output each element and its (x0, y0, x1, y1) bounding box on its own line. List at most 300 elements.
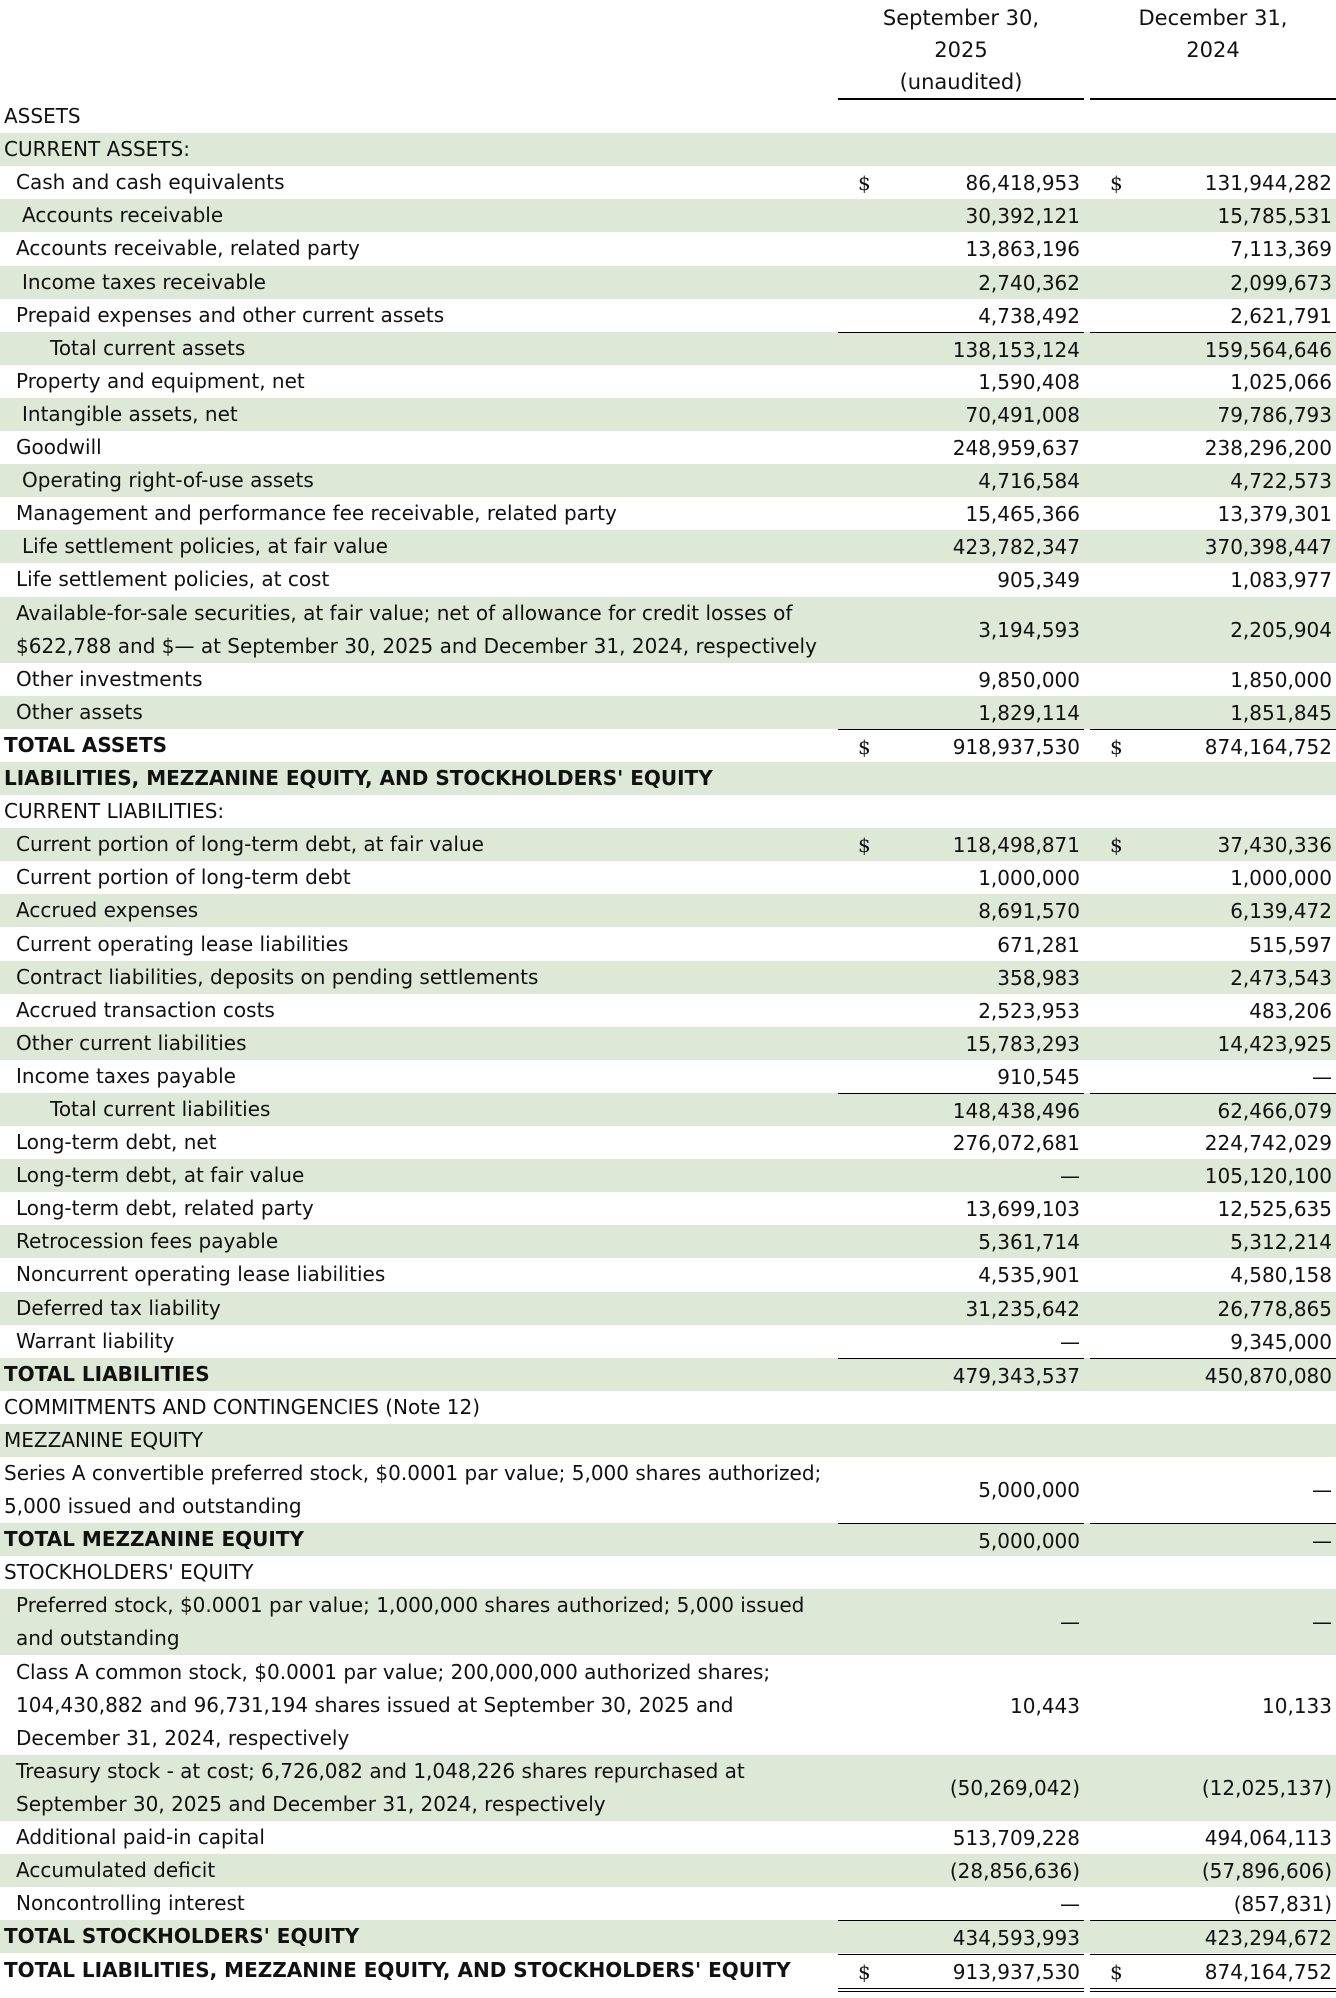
cell-september-2025 (838, 696, 1084, 729)
row-label: Income taxes receivable (22, 270, 266, 294)
row-label: Contract liabilities, deposits on pending settlements (16, 965, 539, 989)
cell-september-2025 (838, 365, 1084, 398)
cell-value: 513,709,228 (952, 1825, 1080, 1850)
cell-september-2025 (838, 464, 1084, 497)
row-label: Class A common stock, $0.0001 par value; 200,000,000 authorized shares; 104,430,882 and 96,731,194 shares issued at September 30, 2025 and December 31, 2024, respectively (16, 1660, 771, 1750)
cell-september-2025 (838, 1854, 1084, 1887)
column-header-december-line2: 2024 (1186, 38, 1240, 62)
cell-value: 13,863,196 (965, 236, 1080, 261)
cell-september-2025 (838, 1060, 1084, 1093)
row-label: Long-term debt, related party (16, 1196, 314, 1220)
table-row (0, 497, 1336, 530)
cell-september-2025 (838, 563, 1084, 596)
cell-september-2025 (838, 431, 1084, 464)
cell-value: 5,000,000 (978, 1478, 1080, 1502)
cell-december-2024 (1090, 663, 1336, 696)
cell-value: — (1312, 1610, 1332, 1634)
row-label: Income taxes payable (16, 1064, 236, 1088)
row-label: Retrocession fees payable (16, 1229, 279, 1253)
cell-september-2025 (838, 828, 1084, 861)
table-row (0, 1325, 1336, 1358)
cell-value: 3,194,593 (978, 618, 1080, 642)
cell-value: 4,716,584 (978, 468, 1080, 493)
cell-december-2024 (1090, 762, 1336, 795)
row-label: Series A convertible preferred stock, $0.0001 par value; 5,000 shares authorized; 5,000 issued and outstanding (4, 1461, 822, 1518)
cell-december-2024 (1090, 199, 1336, 232)
cell-value: 7,113,369 (1230, 236, 1332, 261)
cell-september-2025 (838, 299, 1084, 332)
cell-september-2025 (838, 398, 1084, 431)
table-row (0, 1093, 1336, 1126)
cell-value: (12,025,137) (1201, 1776, 1332, 1800)
cell-september-2025 (838, 994, 1084, 1027)
table-row (0, 1192, 1336, 1225)
row-label: Cash and cash equivalents (16, 170, 285, 194)
table-row (0, 1755, 1336, 1821)
cell-december-2024 (1090, 1060, 1336, 1093)
dollar-sign: $ (858, 734, 871, 759)
cell-december-2024 (1090, 1126, 1336, 1159)
cell-december-2024 (1090, 1854, 1336, 1887)
cell-december-2024 (1090, 1457, 1336, 1523)
row-label: Long-term debt, net (16, 1130, 217, 1154)
cell-value: 62,466,079 (1217, 1098, 1332, 1123)
cell-december-2024 (1090, 464, 1336, 497)
cell-value: 14,423,925 (1217, 1031, 1332, 1056)
dollar-sign: $ (1110, 734, 1123, 759)
cell-value: — (1060, 1329, 1080, 1354)
cell-value: 494,064,113 (1204, 1825, 1332, 1850)
cell-value: 31,235,642 (965, 1296, 1080, 1321)
table-row (0, 1556, 1336, 1589)
cell-september-2025 (838, 861, 1084, 894)
cell-value: 118,498,871 (952, 832, 1080, 857)
cell-september-2025 (838, 663, 1084, 696)
cell-december-2024 (1090, 795, 1336, 828)
cell-value: 1,083,977 (1230, 567, 1332, 592)
cell-value: 6,139,472 (1230, 898, 1332, 923)
cell-september-2025 (838, 928, 1084, 961)
column-header-september-line1: September 30, (882, 6, 1040, 30)
cell-value: 224,742,029 (1204, 1130, 1332, 1155)
cell-value: 913,937,530 (952, 1959, 1080, 1984)
table-row (0, 332, 1336, 365)
cell-december-2024 (1090, 365, 1336, 398)
cell-value: 4,738,492 (978, 303, 1080, 328)
cell-december-2024 (1090, 1358, 1336, 1392)
cell-december-2024 (1090, 398, 1336, 431)
cell-september-2025 (838, 1523, 1084, 1557)
cell-value: 905,349 (997, 567, 1080, 592)
cell-value: 9,345,000 (1230, 1329, 1332, 1354)
cell-value: 4,535,901 (978, 1262, 1080, 1287)
cell-december-2024 (1090, 1954, 1336, 1992)
cell-december-2024 (1090, 994, 1336, 1027)
cell-september-2025 (838, 1358, 1084, 1392)
cell-september-2025 (838, 266, 1084, 299)
dollar-sign: $ (858, 170, 871, 195)
row-label: Current portion of long-term debt, at fair value (16, 832, 484, 856)
cell-value: 70,491,008 (965, 402, 1080, 427)
row-label: Long-term debt, at fair value (16, 1163, 305, 1187)
cell-value: 238,296,200 (1204, 435, 1332, 460)
cell-december-2024 (1090, 497, 1336, 530)
cell-december-2024 (1090, 1027, 1336, 1060)
table-row (0, 365, 1336, 398)
cell-december-2024 (1090, 1093, 1336, 1127)
cell-value: 1,000,000 (1230, 865, 1332, 890)
cell-value: (57,896,606) (1201, 1858, 1332, 1883)
cell-value: 671,281 (997, 932, 1080, 957)
cell-value: — (1312, 1478, 1332, 1502)
cell-december-2024 (1090, 1258, 1336, 1291)
cell-september-2025 (838, 1556, 1084, 1589)
cell-value: 423,782,347 (952, 534, 1080, 559)
cell-september-2025 (838, 1292, 1084, 1325)
cell-value: — (1060, 1891, 1080, 1916)
row-label: Intangible assets, net (22, 402, 238, 426)
cell-september-2025 (838, 894, 1084, 927)
cell-value: 2,621,791 (1230, 303, 1332, 328)
table-row (0, 398, 1336, 431)
row-label: STOCKHOLDERS' EQUITY (4, 1560, 254, 1584)
cell-december-2024 (1090, 1192, 1336, 1225)
cell-december-2024 (1090, 1391, 1336, 1424)
cell-value: (50,269,042) (949, 1776, 1080, 1800)
table-row (0, 1920, 1336, 1953)
cell-value: 8,691,570 (978, 898, 1080, 923)
dollar-sign: $ (1110, 1959, 1123, 1984)
cell-september-2025 (838, 1225, 1084, 1258)
cell-september-2025 (838, 100, 1084, 133)
row-label: TOTAL LIABILITIES (4, 1362, 210, 1386)
cell-value: 15,783,293 (965, 1031, 1080, 1056)
cell-december-2024 (1090, 299, 1336, 332)
cell-december-2024 (1090, 232, 1336, 265)
cell-value: 483,206 (1249, 998, 1332, 1023)
row-label: Current operating lease liabilities (16, 932, 349, 956)
row-label: Other investments (16, 667, 203, 691)
cell-december-2024 (1090, 1920, 1336, 1954)
table-row (0, 464, 1336, 497)
cell-december-2024 (1090, 530, 1336, 563)
cell-september-2025 (838, 1920, 1084, 1954)
cell-december-2024 (1090, 1159, 1336, 1192)
cell-value: 2,523,953 (978, 998, 1080, 1023)
cell-value: 9,850,000 (978, 667, 1080, 692)
cell-value: 15,785,531 (1217, 203, 1332, 228)
table-row (0, 1060, 1336, 1093)
cell-september-2025 (838, 199, 1084, 232)
table-row (0, 266, 1336, 299)
cell-value: 874,164,752 (1204, 734, 1332, 759)
cell-december-2024 (1090, 133, 1336, 166)
cell-december-2024 (1090, 696, 1336, 729)
row-label: Current portion of long-term debt (16, 865, 351, 889)
row-label: CURRENT LIABILITIES: (4, 799, 225, 823)
column-header-september (838, 2, 1084, 98)
cell-september-2025 (838, 597, 1084, 663)
column-header-december (1090, 2, 1336, 66)
cell-september-2025 (838, 497, 1084, 530)
cell-value: 1,829,114 (978, 700, 1080, 725)
dollar-sign: $ (858, 1959, 871, 1984)
row-label: Goodwill (16, 435, 102, 459)
table-row (0, 729, 1336, 762)
column-header-september-line2: 2025 (934, 38, 988, 62)
cell-september-2025 (838, 1821, 1084, 1854)
cell-september-2025 (838, 1258, 1084, 1291)
cell-value: 358,983 (997, 965, 1080, 990)
cell-december-2024 (1090, 1755, 1336, 1821)
row-label: TOTAL MEZZANINE EQUITY (4, 1527, 304, 1551)
row-label: TOTAL ASSETS (4, 733, 168, 757)
cell-december-2024 (1090, 332, 1336, 366)
cell-value: 15,465,366 (965, 501, 1080, 526)
cell-value: 10,133 (1262, 1693, 1332, 1718)
row-label: Other current liabilities (16, 1031, 247, 1055)
row-label: COMMITMENTS AND CONTINGENCIES (Note 12) (4, 1395, 481, 1419)
cell-september-2025 (838, 1027, 1084, 1060)
cell-december-2024 (1090, 266, 1336, 299)
cell-september-2025 (838, 1126, 1084, 1159)
cell-value: 2,473,543 (1230, 965, 1332, 990)
cell-value: 5,361,714 (978, 1229, 1080, 1254)
row-label: TOTAL STOCKHOLDERS' EQUITY (4, 1924, 360, 1948)
cell-september-2025 (838, 795, 1084, 828)
cell-september-2025 (838, 1391, 1084, 1424)
table-row (0, 1954, 1336, 1987)
cell-value: — (1060, 1610, 1080, 1634)
cell-value: 910,545 (997, 1064, 1080, 1089)
cell-value: 276,072,681 (952, 1130, 1080, 1155)
row-label: LIABILITIES, MEZZANINE EQUITY, AND STOCKHOLDERS' EQUITY (4, 766, 713, 790)
dollar-sign: $ (858, 832, 871, 857)
cell-december-2024 (1090, 1424, 1336, 1457)
row-label: Prepaid expenses and other current assets (16, 303, 445, 327)
cell-december-2024 (1090, 1556, 1336, 1589)
cell-value: 159,564,646 (1204, 337, 1332, 362)
row-label: Total current liabilities (50, 1097, 271, 1121)
table-row (0, 994, 1336, 1027)
column-header-december-line1: December 31, (1138, 6, 1288, 30)
cell-december-2024 (1090, 100, 1336, 133)
cell-december-2024 (1090, 961, 1336, 994)
table-row (0, 1292, 1336, 1325)
cell-september-2025 (838, 961, 1084, 994)
table-row (0, 894, 1336, 927)
row-label: CURRENT ASSETS: (4, 137, 190, 161)
cell-december-2024 (1090, 1887, 1336, 1920)
cell-value: 5,312,214 (1230, 1229, 1332, 1254)
table-row (0, 1225, 1336, 1258)
row-label: Accrued expenses (16, 898, 199, 922)
table-row (0, 1523, 1336, 1556)
table-row (0, 1854, 1336, 1887)
row-label: Available-for-sale securities, at fair value; net of allowance for credit losses of $622,788 and $— at September 30, 2025 and December 31, 2024, respectively (16, 601, 817, 658)
cell-september-2025 (838, 1755, 1084, 1821)
cell-value: 30,392,121 (965, 203, 1080, 228)
row-label: Warrant liability (16, 1329, 175, 1353)
row-label: Deferred tax liability (16, 1296, 221, 1320)
cell-value: 5,000,000 (978, 1528, 1080, 1553)
row-label: Accounts receivable, related party (16, 236, 360, 260)
cell-december-2024 (1090, 1656, 1336, 1755)
cell-september-2025 (838, 1589, 1084, 1655)
cell-value: 918,937,530 (952, 734, 1080, 759)
row-label: Accounts receivable (22, 203, 224, 227)
cell-december-2024 (1090, 928, 1336, 961)
dollar-sign: $ (1110, 170, 1123, 195)
table-row (0, 100, 1336, 133)
cell-september-2025 (838, 1093, 1084, 1127)
cell-september-2025 (838, 1159, 1084, 1192)
cell-value: — (1312, 1528, 1332, 1553)
cell-september-2025 (838, 1192, 1084, 1225)
cell-value: 450,870,080 (1204, 1363, 1332, 1388)
cell-december-2024 (1090, 828, 1336, 861)
row-label: Treasury stock - at cost; 6,726,082 and 1,048,226 shares repurchased at September 30, 2025 and December 31, 2024, respectively (16, 1759, 745, 1816)
cell-september-2025 (838, 1656, 1084, 1755)
cell-value: 13,379,301 (1217, 501, 1332, 526)
row-label: ASSETS (4, 104, 81, 128)
cell-september-2025 (838, 1954, 1084, 1992)
table-row (0, 1424, 1336, 1457)
cell-value: 12,525,635 (1217, 1196, 1332, 1221)
table-row (0, 597, 1336, 663)
cell-september-2025 (838, 530, 1084, 563)
cell-september-2025 (838, 762, 1084, 795)
cell-value: (28,856,636) (949, 1858, 1080, 1883)
cell-september-2025 (838, 1887, 1084, 1920)
table-row (0, 232, 1336, 265)
cell-december-2024 (1090, 563, 1336, 596)
cell-december-2024 (1090, 1292, 1336, 1325)
cell-value: 4,722,573 (1230, 468, 1332, 493)
table-row (0, 1391, 1336, 1424)
table-row (0, 199, 1336, 232)
row-label: Operating right-of-use assets (22, 468, 314, 492)
cell-value: (857,831) (1233, 1891, 1332, 1916)
row-label: Noncurrent operating lease liabilities (16, 1262, 386, 1286)
cell-value: 515,597 (1249, 932, 1332, 957)
row-label: Property and equipment, net (16, 369, 305, 393)
table-row (0, 828, 1336, 861)
cell-value: 1,025,066 (1230, 369, 1332, 394)
cell-value: 423,294,672 (1204, 1925, 1332, 1950)
table-row (0, 1258, 1336, 1291)
cell-value: 4,580,158 (1230, 1262, 1332, 1287)
cell-value: 1,000,000 (978, 865, 1080, 890)
table-row (0, 696, 1336, 729)
table-row (0, 861, 1336, 894)
cell-value: 131,944,282 (1204, 170, 1332, 195)
row-label: Accrued transaction costs (16, 998, 275, 1022)
table-row (0, 928, 1336, 961)
cell-value: 2,099,673 (1230, 270, 1332, 295)
cell-december-2024 (1090, 861, 1336, 894)
table-row (0, 1159, 1336, 1192)
table-row (0, 1457, 1336, 1523)
row-label: Preferred stock, $0.0001 par value; 1,000,000 shares authorized; 5,000 issued and outstanding (16, 1593, 805, 1650)
cell-september-2025 (838, 1325, 1084, 1358)
cell-september-2025 (838, 332, 1084, 366)
cell-value: 2,740,362 (978, 270, 1080, 295)
cell-december-2024 (1090, 1589, 1336, 1655)
table-row (0, 1589, 1336, 1655)
row-label: Total current assets (50, 336, 246, 360)
cell-value: 13,699,103 (965, 1196, 1080, 1221)
table-row (0, 133, 1336, 166)
row-label: Accumulated deficit (16, 1858, 216, 1882)
cell-value: 79,786,793 (1217, 402, 1332, 427)
cell-september-2025 (838, 1457, 1084, 1523)
row-label: Management and performance fee receivable, related party (16, 501, 617, 525)
row-label: Noncontrolling interest (16, 1891, 245, 1915)
row-label: Life settlement policies, at cost (16, 567, 330, 591)
cell-value: 434,593,993 (952, 1925, 1080, 1950)
table-row (0, 431, 1336, 464)
table-row (0, 762, 1336, 795)
dollar-sign: $ (1110, 832, 1123, 857)
cell-value: 86,418,953 (965, 170, 1080, 195)
table-row (0, 1887, 1336, 1920)
cell-value: 1,590,408 (978, 369, 1080, 394)
cell-december-2024 (1090, 431, 1336, 464)
table-row (0, 795, 1336, 828)
cell-september-2025 (838, 133, 1084, 166)
cell-september-2025 (838, 166, 1084, 199)
cell-value: 105,120,100 (1204, 1163, 1332, 1188)
cell-value: 874,164,752 (1204, 1959, 1332, 1984)
table-row (0, 1656, 1336, 1755)
cell-december-2024 (1090, 1821, 1336, 1854)
cell-value: 148,438,496 (952, 1098, 1080, 1123)
cell-december-2024 (1090, 1225, 1336, 1258)
cell-value: 1,850,000 (1230, 667, 1332, 692)
cell-value: 10,443 (1010, 1693, 1080, 1718)
table-row (0, 166, 1336, 199)
cell-value: 370,398,447 (1204, 534, 1332, 559)
cell-value: 37,430,336 (1217, 832, 1332, 857)
cell-value: 479,343,537 (952, 1363, 1080, 1388)
table-row (0, 1821, 1336, 1854)
cell-value: 2,205,904 (1230, 618, 1332, 642)
cell-december-2024 (1090, 597, 1336, 663)
table-row (0, 299, 1336, 332)
cell-value: — (1312, 1064, 1332, 1089)
table-row (0, 530, 1336, 563)
cell-september-2025 (838, 1424, 1084, 1457)
table-row (0, 1027, 1336, 1060)
row-label: MEZZANINE EQUITY (4, 1428, 204, 1452)
cell-december-2024 (1090, 1325, 1336, 1358)
cell-december-2024 (1090, 166, 1336, 199)
table-row (0, 1126, 1336, 1159)
row-label: Life settlement policies, at fair value (22, 534, 388, 558)
cell-december-2024 (1090, 1523, 1336, 1557)
cell-value: 1,851,845 (1230, 700, 1332, 725)
cell-value: 138,153,124 (952, 337, 1080, 362)
row-label: TOTAL LIABILITIES, MEZZANINE EQUITY, AND STOCKHOLDERS' EQUITY (4, 1958, 791, 1982)
column-header-september-line3: (unaudited) (899, 70, 1023, 94)
table-row (0, 1358, 1336, 1391)
cell-september-2025 (838, 232, 1084, 265)
cell-december-2024 (1090, 894, 1336, 927)
table-row (0, 563, 1336, 596)
table-row (0, 961, 1336, 994)
cell-value: — (1060, 1163, 1080, 1188)
